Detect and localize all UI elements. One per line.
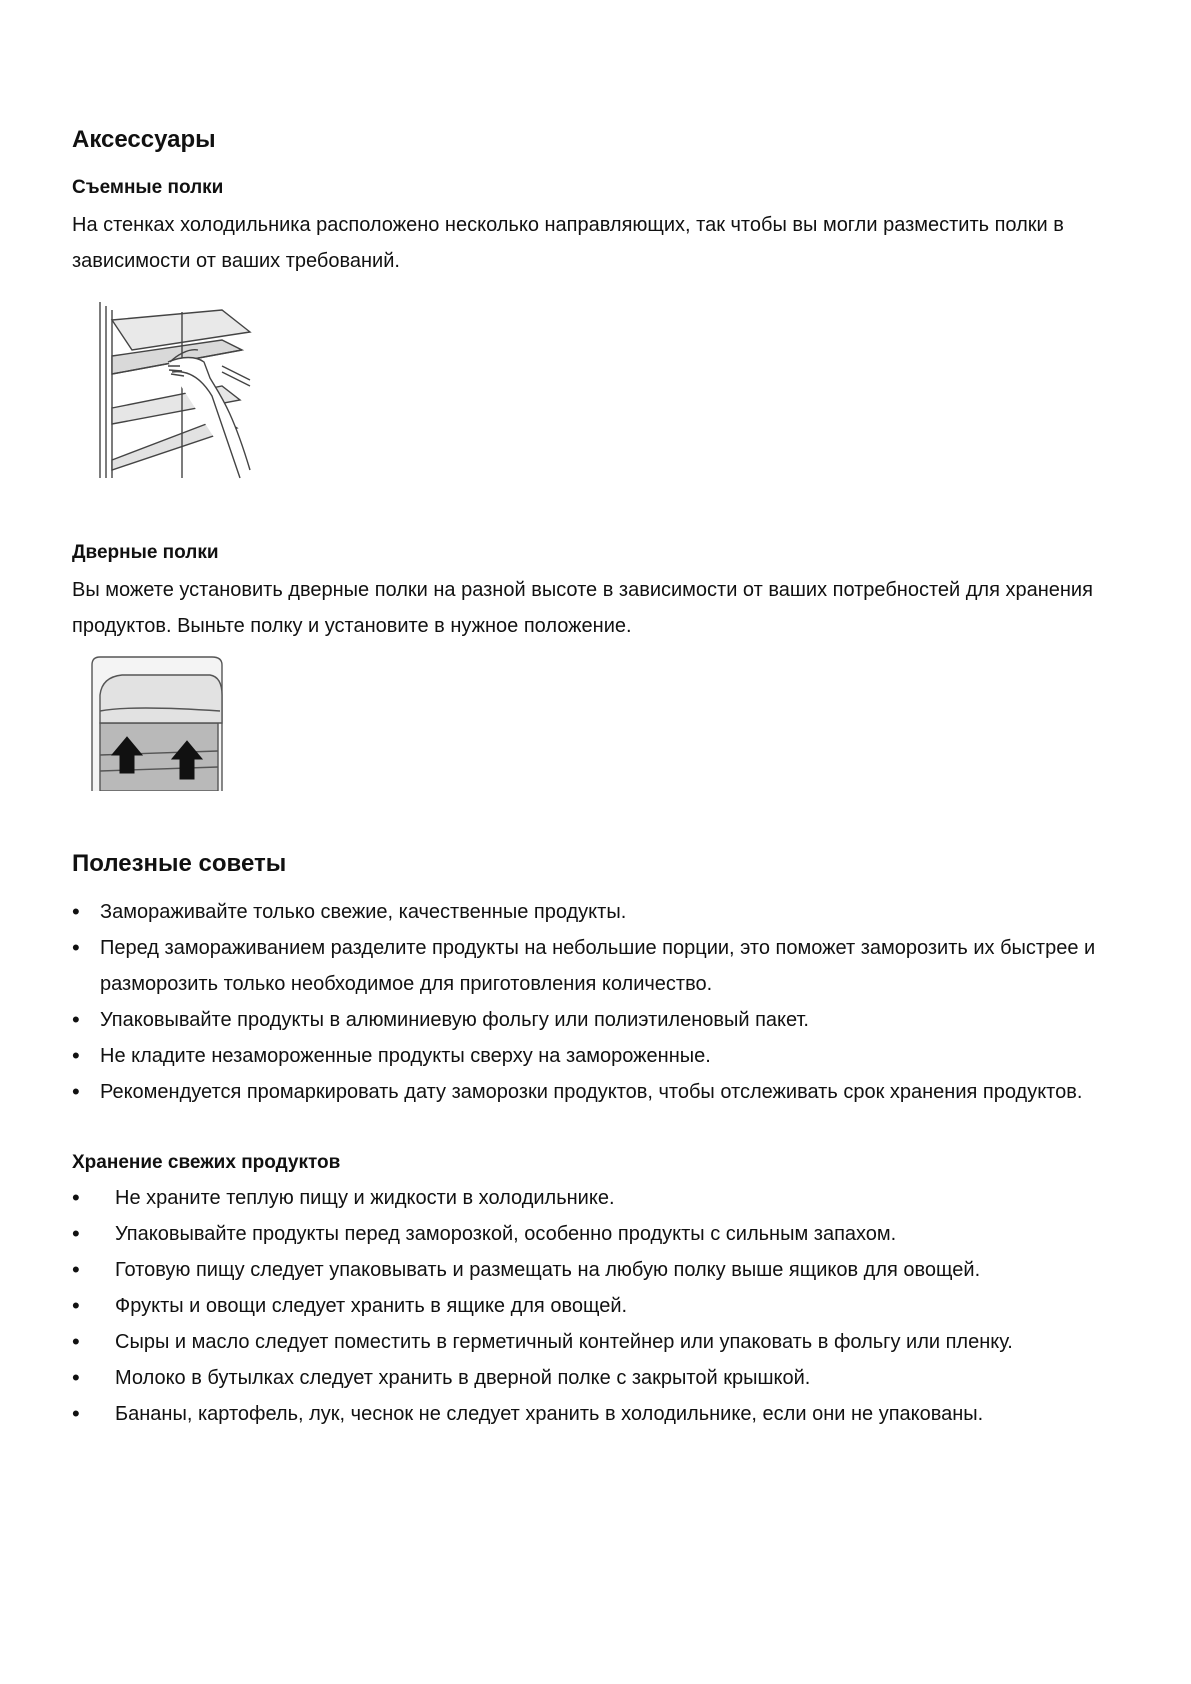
list-item: • Рекомендуется промаркировать дату заморозки продуктов, чтобы отслеживать срок хранения продуктов.	[72, 1074, 1122, 1110]
list-item: • Готовую пищу следует упаковывать и размещать на любую полку выше ящиков для овощей.	[72, 1252, 1122, 1288]
list-item: • Молоко в бутылках следует хранить в дверной полке с закрытой крышкой.	[72, 1360, 1122, 1396]
door-shelf-drawing	[72, 655, 232, 791]
list-item: • Замораживайте только свежие, качественные продукты.	[72, 894, 1122, 930]
shelf-hand-drawing	[72, 300, 252, 482]
list-item: • Перед замораживанием разделите продукты на небольшие порции, это поможет заморозить их быстрее и разморозить только необходимое для приготовления количество.	[72, 930, 1122, 1002]
list-item: • Упаковывайте продукты в алюминиевую фольгу или полиэтиленовый пакет.	[72, 1002, 1122, 1038]
tips-list	[72, 894, 1122, 1110]
list-item: • Упаковывайте продукты перед заморозкой, особенно продукты с сильным запахом.	[72, 1216, 1122, 1252]
removable-shelves-text: На стенках холодильника расположено несколько направляющих, так чтобы вы могли разместить полки в зависимости от ваших требований.	[72, 214, 1064, 272]
list-item: • Не кладите незамороженные продукты сверху на замороженные.	[72, 1038, 1122, 1074]
removable-shelves-illustration	[72, 300, 252, 482]
list-item: • Бананы, картофель, лук, чеснок не следует хранить в холодильнике, если они не упакованы.	[72, 1396, 1122, 1432]
fresh-storage-list	[72, 1180, 1122, 1432]
tips-title: Полезные советы	[72, 850, 287, 877]
door-shelves-heading: Дверные полки	[72, 542, 219, 563]
list-item: • Не храните теплую пищу и жидкости в холодильнике.	[72, 1180, 1122, 1216]
list-item: • Фрукты и овощи следует хранить в ящике для овощей.	[72, 1288, 1122, 1324]
list-item: • Сыры и масло следует поместить в герметичный контейнер или упаковать в фольгу или пленку.	[72, 1324, 1122, 1360]
accessories-title: Аксессуары	[72, 126, 216, 153]
door-shelves-illustration	[72, 655, 232, 791]
removable-shelves-heading: Съемные полки	[72, 177, 224, 198]
fresh-storage-heading: Хранение свежих продуктов	[72, 1152, 341, 1173]
door-shelves-text: Вы можете установить дверные полки на разной высоте в зависимости от ваших потребностей для хранения продуктов. Выньте полку и установите в нужное положение.	[72, 579, 1093, 637]
